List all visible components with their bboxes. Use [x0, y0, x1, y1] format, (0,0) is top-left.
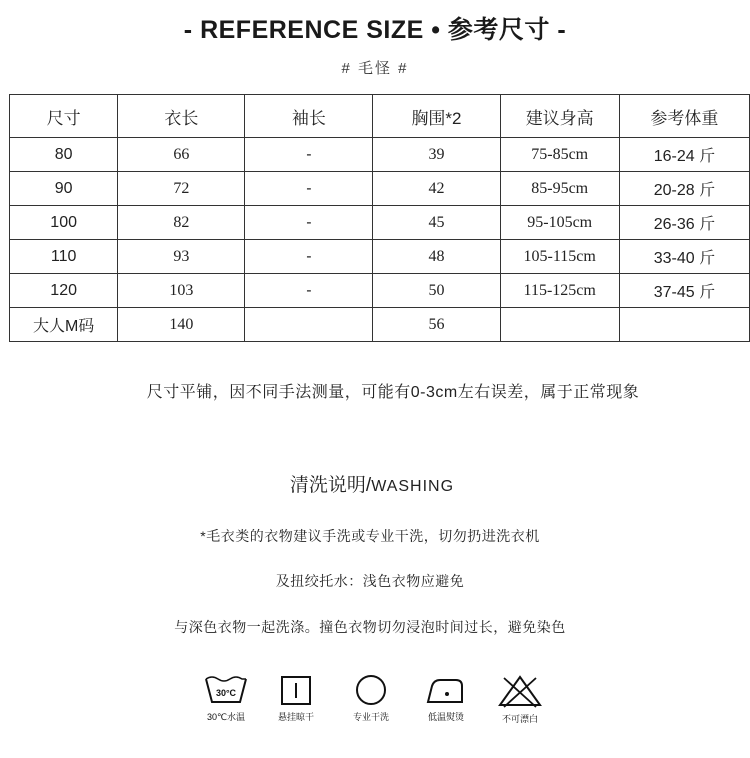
washing-title-cn: 清洗说明/: [289, 475, 372, 496]
table-cell: -: [245, 240, 373, 274]
table-row: [10, 172, 750, 206]
table-cell: [245, 308, 373, 342]
table-cell: [500, 308, 619, 342]
table-cell: 26-36 斤: [619, 206, 749, 240]
washing-line: *毛衣类的衣物建议手洗或专业干洗，切勿扔进洗衣机: [200, 528, 540, 544]
dry-clean-icon: [341, 674, 401, 723]
washing-line: 及扭绞托水：浅色衣物应避免: [275, 573, 465, 589]
table-cell: 50: [373, 274, 500, 308]
icon-caption: 专业干洗: [352, 712, 389, 722]
table-cell: 120: [10, 274, 118, 308]
column-header: 衣长: [118, 95, 245, 138]
table-cell: -: [245, 206, 373, 240]
table-cell: [619, 308, 749, 342]
table-cell: 82: [118, 206, 245, 240]
column-header: 袖长: [245, 95, 373, 138]
table-cell: 72: [118, 172, 245, 206]
no-bleach-icon: [490, 674, 550, 725]
table-cell: 75-85cm: [500, 138, 619, 172]
table-cell: 105-115cm: [500, 240, 619, 274]
table-cell: 56: [373, 308, 500, 342]
table-row: [10, 206, 750, 240]
table-header-row: [10, 95, 750, 138]
page-title: - REFERENCE SIZE • 参考尺寸 -: [183, 16, 567, 44]
table-cell: 110: [10, 240, 118, 274]
table-row: [10, 274, 750, 308]
table-cell: 42: [373, 172, 500, 206]
hang-dry-icon: [266, 674, 326, 723]
table-cell: -: [245, 172, 373, 206]
measurement-note: 尺寸平铺，因不同手法测量，可能有0-3cm左右误差，属于正常现象: [146, 384, 640, 401]
table-cell: 95-105cm: [500, 206, 619, 240]
table-cell: 16-24 斤: [619, 138, 749, 172]
table-cell: 39: [373, 138, 500, 172]
table-cell: 37-45 斤: [619, 274, 749, 308]
care-icons: [196, 674, 556, 754]
icon-caption: 悬挂晾干: [277, 712, 314, 722]
icon-caption: 不可漂白: [501, 714, 538, 724]
washing-title: [0, 470, 744, 497]
table-cell: 80: [10, 138, 118, 172]
column-header: 参考体重: [619, 95, 749, 138]
column-header: 胸围*2: [373, 95, 500, 138]
table-cell: 45: [373, 206, 500, 240]
table-row: [10, 308, 750, 342]
wash-30-icon: [196, 674, 256, 723]
table-row: [10, 138, 750, 172]
table-cell: 大人M码: [10, 308, 118, 342]
table-cell: 115-125cm: [500, 274, 619, 308]
table-cell: 140: [118, 308, 245, 342]
table-cell: -: [245, 138, 373, 172]
iron-low-icon: [416, 674, 476, 723]
table-cell: 100: [10, 206, 118, 240]
size-table: [9, 94, 750, 342]
washing-line: 与深色衣物一起洗涤。撞色衣物切勿浸泡时间过长，避免染色: [174, 619, 566, 635]
column-header: 尺寸: [10, 95, 118, 138]
column-header: 建议身高: [500, 95, 619, 138]
page-subtitle: # 毛怪 #: [341, 60, 409, 77]
table-cell: 103: [118, 274, 245, 308]
table-cell: 66: [118, 138, 245, 172]
icon-caption: 低温熨烫: [427, 712, 464, 722]
table-cell: 33-40 斤: [619, 240, 749, 274]
table-cell: 48: [373, 240, 500, 274]
table-cell: 20-28 斤: [619, 172, 749, 206]
table-row: [10, 240, 750, 274]
washing-title-en: WASHING: [371, 478, 455, 495]
table-cell: -: [245, 274, 373, 308]
table-cell: 90: [10, 172, 118, 206]
wash-temp-text: 30°C: [215, 688, 237, 698]
table-cell: 85-95cm: [500, 172, 619, 206]
table-cell: 93: [118, 240, 245, 274]
icon-caption: 30℃水温: [206, 712, 246, 722]
